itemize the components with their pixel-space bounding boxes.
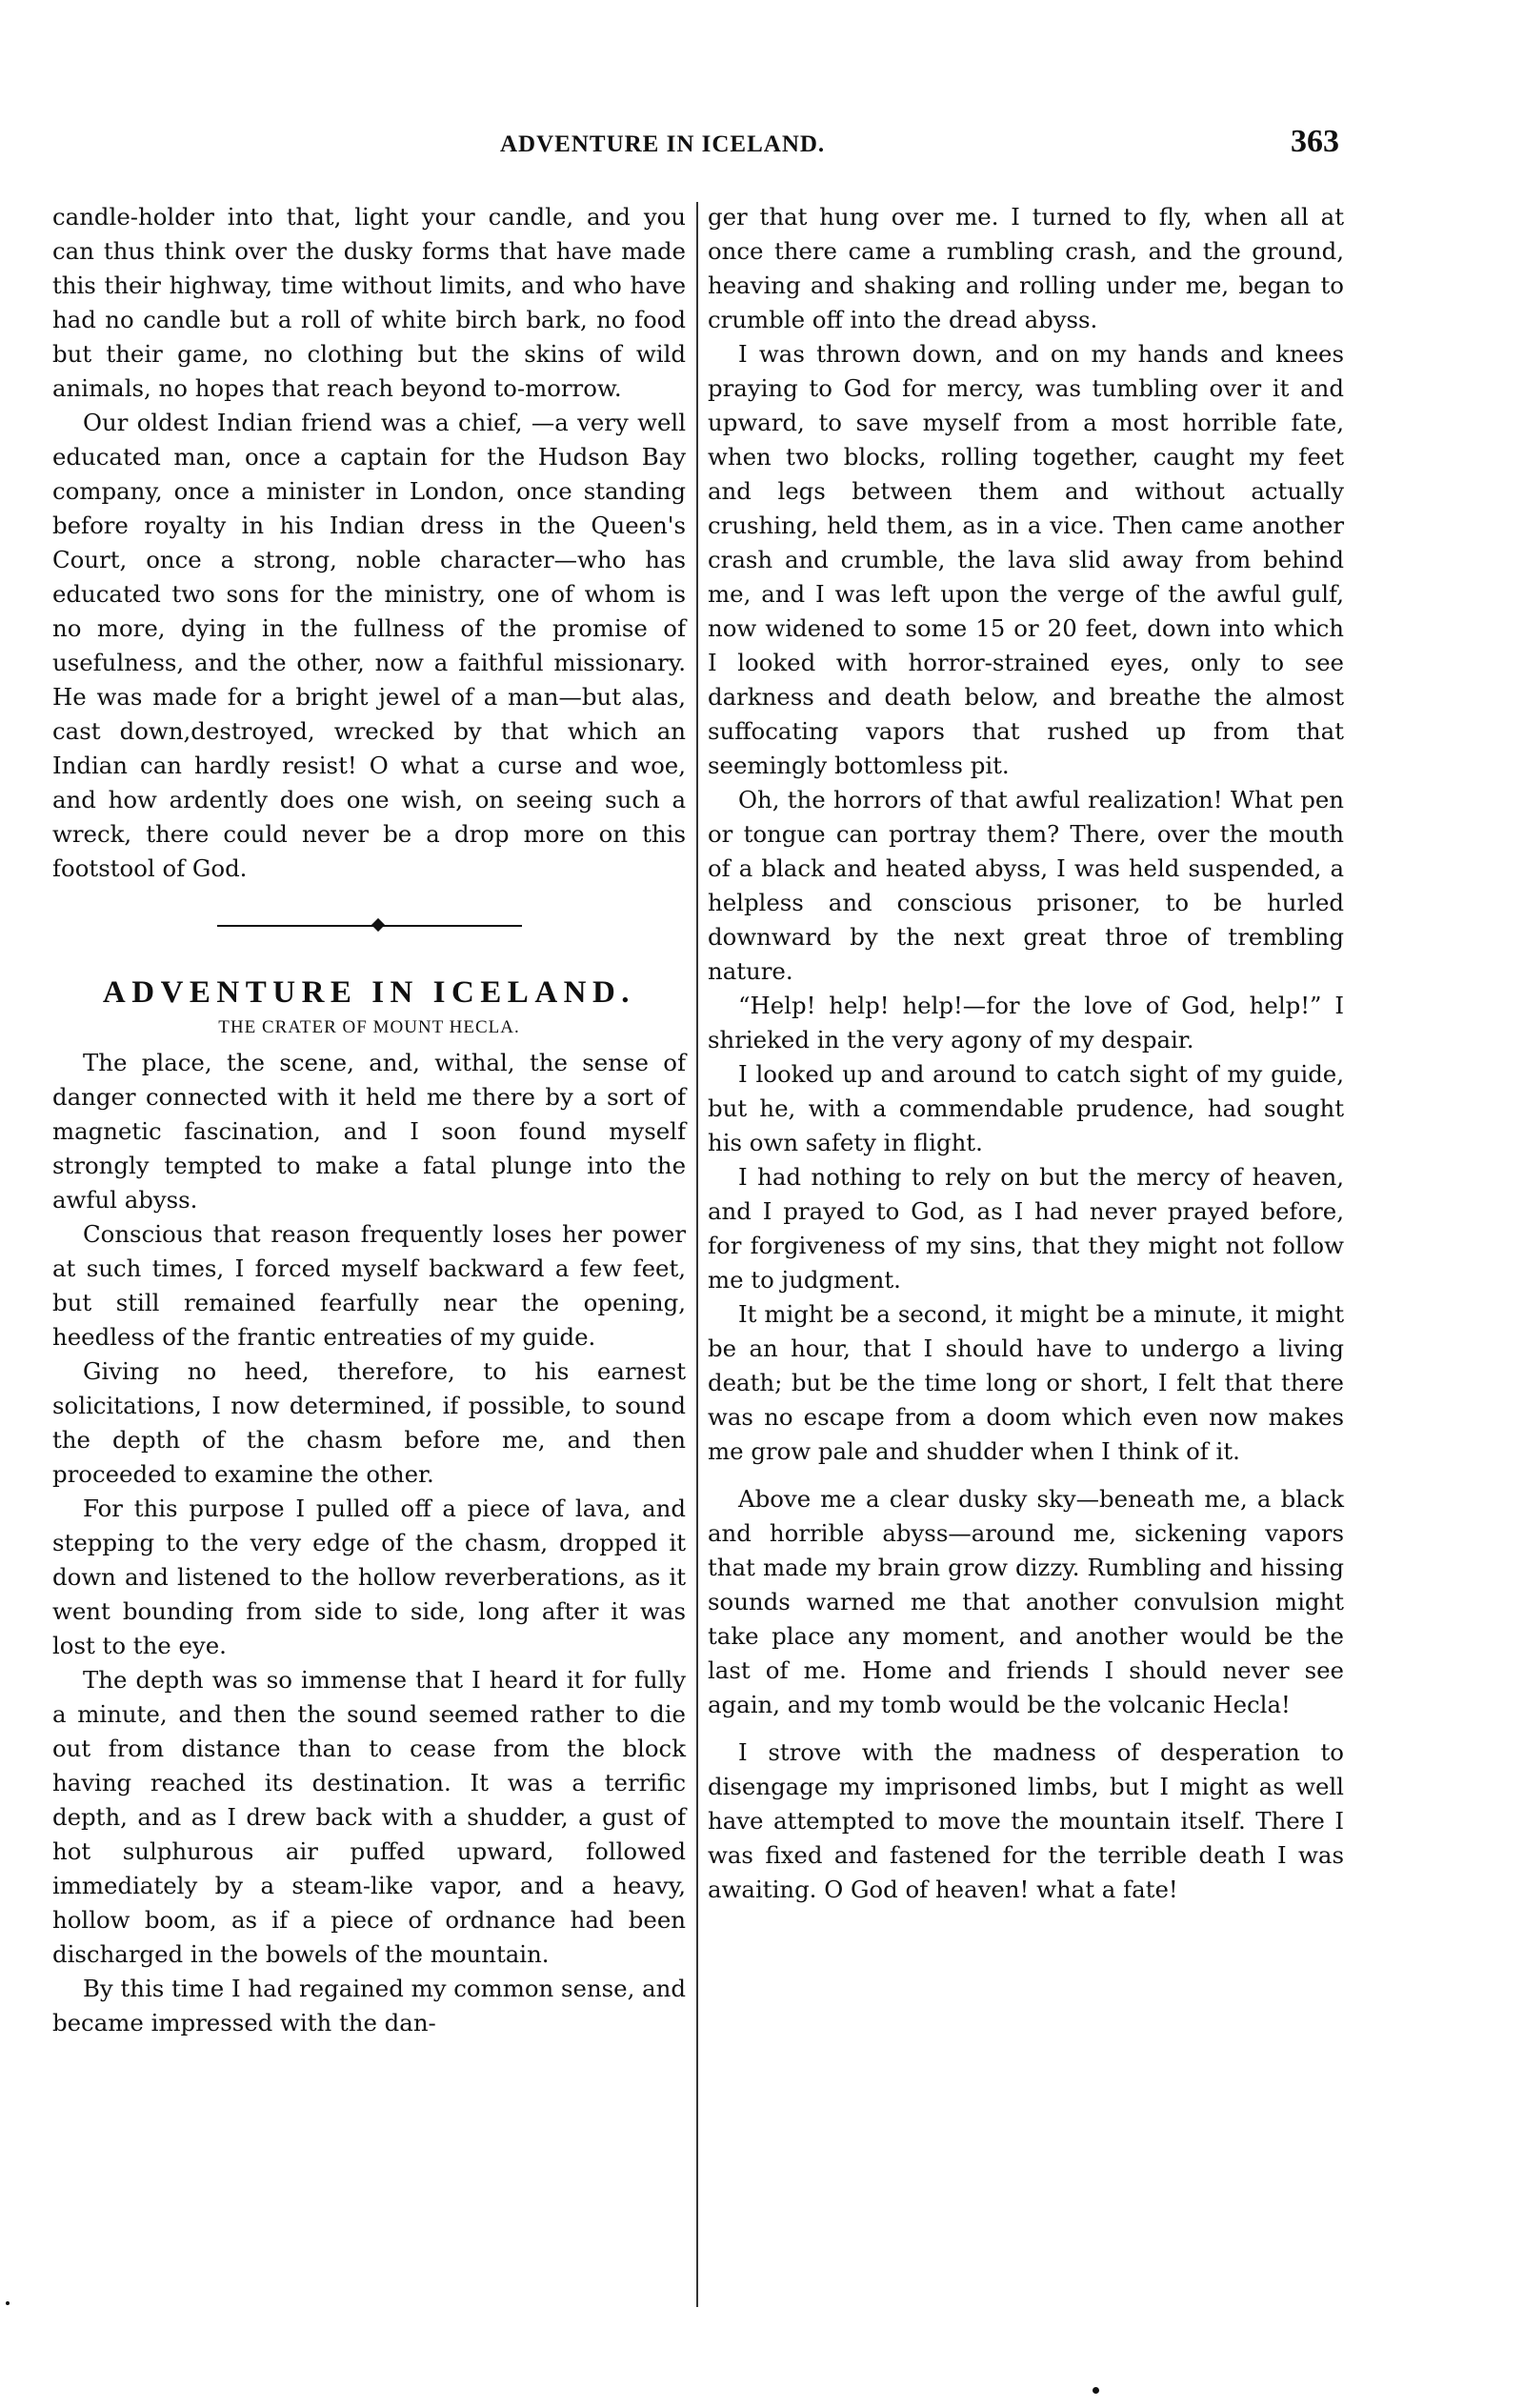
- paragraph: I had nothing to rely on but the mercy of heaven, and I prayed to God, as I had never prayed before, for forgiveness of my sins, that they might not follow me to judgment.: [708, 1163, 1344, 1294]
- section-ornament-rule: [217, 920, 522, 932]
- paragraph: I was thrown down, and on my hands and knees praying to God for mercy, was tumbling over it and upward, to save myself from a most horrible fate, when two blocks, rolling together, caught my feet and legs between them and without actually crushing, held them, as in a vice. Then came another crash and crumble, the lava slid away from behind me, and I was left upon the verge of the awful gulf, now widened to some 15 or 20 feet, down into which I looked with horror-strained eyes, only to see darkness and death below, and breathe the almost suffocating vapors that rushed up from that seemingly bottomless pit.: [708, 340, 1344, 779]
- running-head: ADVENTURE IN ICELAND.: [500, 131, 826, 157]
- article-subtitle: THE CRATER OF MOUNT HECLA.: [218, 1017, 520, 1037]
- print-speck: [1093, 2387, 1099, 2394]
- page-number: 363: [1291, 124, 1339, 159]
- column-divider: [696, 202, 698, 2307]
- right-column: [708, 200, 1344, 1907]
- paragraph: Conscious that reason frequently loses her power at such times, I forced myself backward a few feet, but still remained fearfully near the opening, heedless of the frantic entreaties of my guide.: [52, 1220, 686, 1351]
- paragraph: candle-holder into that, light your candle, and you can thus think over the dusky forms that have made this their highway, time without limits, and who have had no candle but a roll of white birch bark, no food but their game, no clothing but the skins of wild animals, no hopes that reach beyond to-morrow.: [52, 203, 686, 402]
- paragraph: It might be a second, it might be a minute, it might be an hour, that I should have to undergo a living death; but be the time long or short, I felt that there was no escape from a doom which even now makes me grow pale and shudder when I think of it.: [708, 1300, 1344, 1465]
- print-speck: [6, 2301, 10, 2305]
- paragraph: “Help! help! help!—for the love of God, help!” I shrieked in the very agony of my despair.: [708, 992, 1344, 1054]
- paragraph: By this time I had regained my common sense, and became impressed with the dan-: [52, 1975, 686, 2037]
- paragraph: For this purpose I pulled off a piece of lava, and stepping to the very edge of the chasm, dropped it down and listened to the hollow reverberations, as it went bounding from side to side, long after it was lost to the eye.: [52, 1495, 686, 1659]
- article-title: ADVENTURE IN ICELAND.: [102, 975, 636, 1010]
- paragraph: Oh, the horrors of that awful realization! What pen or tongue can portray them? There, over the mouth of a black and heated abyss, I was held suspended, a helpless and conscious prisoner, to be hurled downward by the next great throe of trembling nature.: [708, 786, 1344, 985]
- paragraph: I strove with the madness of desperation to disengage my imprisoned limbs, but I might as well have attempted to move the mountain itself. There I was fixed and fastened for the terrible death I was awaiting. O God of heaven! what a fate!: [708, 1738, 1344, 1903]
- left-column: [52, 200, 686, 2040]
- paragraph: I looked up and around to catch sight of my guide, but he, with a commendable prudence, had sought his own safety in flight.: [708, 1060, 1344, 1156]
- paragraph: ger that hung over me. I turned to fly, when all at once there came a rumbling crash, and the ground, heaving and shaking and rolling under me, began to crumble off into the dread abyss.: [708, 203, 1344, 333]
- paragraph: Our oldest Indian friend was a chief, —a very well educated man, once a captain for the Hudson Bay company, once a minister in London, once standing before royalty in his Indian dress in the Queen's Court, once a strong, noble character—who has educated two sons for the ministry, one of whom is no more, dying in the fullness of the promise of usefulness, and the other, now a faithful missionary. He was made for a bright jewel of a man—but alas, cast down,destroyed, wrecked by that which an Indian can hardly resist! O what a curse and woe, and how ardently does one wish, on seeing such a wreck, there could never be a drop more on this footstool of God.: [52, 409, 686, 882]
- paragraph: Giving no heed, therefore, to his earnest solicitations, I now determined, if possible, to sound the depth of the chasm before me, and then proceeded to examine the other.: [52, 1357, 686, 1488]
- paragraph: Above me a clear dusky sky—beneath me, a black and horrible abyss—around me, sickening vapors that made my brain grow dizzy. Rumbling and hissing sounds warned me that another convulsion might take place any moment, and another would be the last of me. Home and friends I should never see again, and my tomb would be the volcanic Hecla!: [708, 1485, 1344, 1718]
- paragraph: The depth was so immense that I heard it for fully a minute, and then the sound seemed rather to die out from distance than to cease from the block having reached its destination. It was a terrific depth, and as I drew back with a shudder, a gust of hot sulphurous air puffed upward, followed immediately by a steam-like vapor, and a heavy, hollow boom, as if a piece of ordnance had been discharged in the bowels of the mountain.: [52, 1666, 686, 1968]
- paragraph: The place, the scene, and, withal, the sense of danger connected with it held me there by a sort of magnetic fascination, and I soon found myself strongly tempted to make a fatal plunge into the awful abyss.: [52, 1049, 686, 1214]
